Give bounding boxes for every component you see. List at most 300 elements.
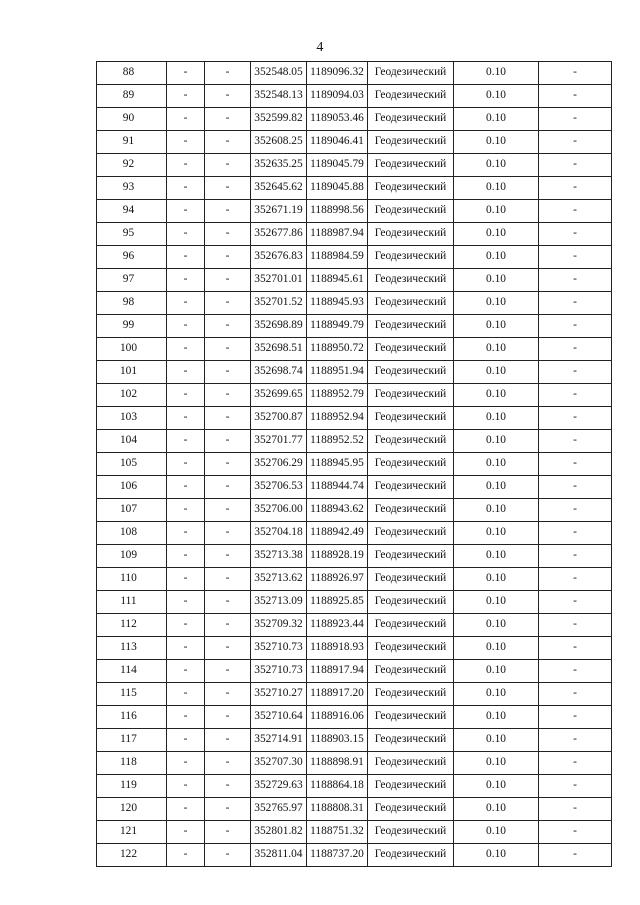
x-coordinate-cell: 352706.00	[251, 499, 307, 522]
table-row	[97, 338, 612, 361]
method-cell: Геодезический	[368, 62, 454, 85]
description-cell: -	[539, 269, 612, 292]
old-y-cell: -	[205, 223, 251, 246]
method-cell: Геодезический	[368, 246, 454, 269]
description-cell: -	[539, 430, 612, 453]
point-number-cell: 110	[97, 568, 167, 591]
method-cell: Геодезический	[368, 752, 454, 775]
point-number-cell: 97	[97, 269, 167, 292]
accuracy-cell: 0.10	[454, 131, 539, 154]
old-x-cell: -	[167, 522, 205, 545]
x-coordinate-cell: 352700.87	[251, 407, 307, 430]
coordinates-table	[96, 61, 612, 867]
point-number-cell: 101	[97, 361, 167, 384]
y-coordinate-cell: 1188751.32	[307, 821, 368, 844]
description-cell: -	[539, 292, 612, 315]
accuracy-cell: 0.10	[454, 453, 539, 476]
table-row	[97, 62, 612, 85]
method-cell: Геодезический	[368, 223, 454, 246]
point-number-cell: 107	[97, 499, 167, 522]
method-cell: Геодезический	[368, 706, 454, 729]
point-number-cell: 103	[97, 407, 167, 430]
x-coordinate-cell: 352713.62	[251, 568, 307, 591]
old-x-cell: -	[167, 706, 205, 729]
old-y-cell: -	[205, 798, 251, 821]
table-row	[97, 522, 612, 545]
accuracy-cell: 0.10	[454, 752, 539, 775]
method-cell: Геодезический	[368, 729, 454, 752]
table-row	[97, 545, 612, 568]
y-coordinate-cell: 1188928.19	[307, 545, 368, 568]
y-coordinate-cell: 1188737.20	[307, 844, 368, 867]
x-coordinate-cell: 352709.32	[251, 614, 307, 637]
description-cell: -	[539, 821, 612, 844]
accuracy-cell: 0.10	[454, 315, 539, 338]
point-number-cell: 102	[97, 384, 167, 407]
description-cell: -	[539, 177, 612, 200]
y-coordinate-cell: 1188903.15	[307, 729, 368, 752]
x-coordinate-cell: 352706.29	[251, 453, 307, 476]
table-row	[97, 752, 612, 775]
y-coordinate-cell: 1188984.59	[307, 246, 368, 269]
table-row	[97, 131, 612, 154]
description-cell: -	[539, 62, 612, 85]
old-y-cell: -	[205, 775, 251, 798]
accuracy-cell: 0.10	[454, 591, 539, 614]
y-coordinate-cell: 1188917.94	[307, 660, 368, 683]
old-x-cell: -	[167, 752, 205, 775]
page-number: 4	[316, 40, 324, 55]
table-row	[97, 384, 612, 407]
table-row	[97, 269, 612, 292]
y-coordinate-cell: 1188952.94	[307, 407, 368, 430]
method-cell: Геодезический	[368, 177, 454, 200]
y-coordinate-cell: 1188998.56	[307, 200, 368, 223]
table-row	[97, 729, 612, 752]
old-y-cell: -	[205, 269, 251, 292]
y-coordinate-cell: 1188864.18	[307, 775, 368, 798]
x-coordinate-cell: 352548.05	[251, 62, 307, 85]
x-coordinate-cell: 352706.53	[251, 476, 307, 499]
table-row	[97, 430, 612, 453]
old-x-cell: -	[167, 637, 205, 660]
x-coordinate-cell: 352645.62	[251, 177, 307, 200]
x-coordinate-cell: 352710.64	[251, 706, 307, 729]
old-x-cell: -	[167, 683, 205, 706]
old-x-cell: -	[167, 729, 205, 752]
method-cell: Геодезический	[368, 315, 454, 338]
table-row	[97, 844, 612, 867]
y-coordinate-cell: 1188926.97	[307, 568, 368, 591]
point-number-cell: 104	[97, 430, 167, 453]
old-x-cell: -	[167, 269, 205, 292]
point-number-cell: 120	[97, 798, 167, 821]
accuracy-cell: 0.10	[454, 200, 539, 223]
old-x-cell: -	[167, 315, 205, 338]
old-x-cell: -	[167, 131, 205, 154]
coordinates-table-body	[97, 62, 612, 867]
table-row	[97, 108, 612, 131]
old-x-cell: -	[167, 384, 205, 407]
table-row	[97, 200, 612, 223]
point-number-cell: 115	[97, 683, 167, 706]
point-number-cell: 109	[97, 545, 167, 568]
point-number-cell: 100	[97, 338, 167, 361]
method-cell: Геодезический	[368, 361, 454, 384]
old-y-cell: -	[205, 200, 251, 223]
accuracy-cell: 0.10	[454, 522, 539, 545]
description-cell: -	[539, 775, 612, 798]
accuracy-cell: 0.10	[454, 844, 539, 867]
method-cell: Геодезический	[368, 844, 454, 867]
old-x-cell: -	[167, 361, 205, 384]
x-coordinate-cell: 352677.86	[251, 223, 307, 246]
description-cell: -	[539, 315, 612, 338]
old-y-cell: -	[205, 499, 251, 522]
point-number-cell: 105	[97, 453, 167, 476]
x-coordinate-cell: 352698.89	[251, 315, 307, 338]
accuracy-cell: 0.10	[454, 338, 539, 361]
point-number-cell: 112	[97, 614, 167, 637]
description-cell: -	[539, 729, 612, 752]
x-coordinate-cell: 352713.38	[251, 545, 307, 568]
x-coordinate-cell: 352710.73	[251, 660, 307, 683]
method-cell: Геодезический	[368, 545, 454, 568]
description-cell: -	[539, 522, 612, 545]
point-number-cell: 98	[97, 292, 167, 315]
old-x-cell: -	[167, 62, 205, 85]
accuracy-cell: 0.10	[454, 637, 539, 660]
y-coordinate-cell: 1188949.79	[307, 315, 368, 338]
method-cell: Геодезический	[368, 568, 454, 591]
accuracy-cell: 0.10	[454, 85, 539, 108]
description-cell: -	[539, 706, 612, 729]
old-x-cell: -	[167, 821, 205, 844]
x-coordinate-cell: 352701.52	[251, 292, 307, 315]
old-y-cell: -	[205, 614, 251, 637]
point-number-cell: 111	[97, 591, 167, 614]
description-cell: -	[539, 660, 612, 683]
method-cell: Геодезический	[368, 85, 454, 108]
old-x-cell: -	[167, 246, 205, 269]
accuracy-cell: 0.10	[454, 407, 539, 430]
accuracy-cell: 0.10	[454, 568, 539, 591]
x-coordinate-cell: 352765.97	[251, 798, 307, 821]
old-x-cell: -	[167, 798, 205, 821]
description-cell: -	[539, 752, 612, 775]
accuracy-cell: 0.10	[454, 246, 539, 269]
method-cell: Геодезический	[368, 591, 454, 614]
point-number-cell: 116	[97, 706, 167, 729]
old-y-cell: -	[205, 729, 251, 752]
table-row	[97, 154, 612, 177]
old-x-cell: -	[167, 844, 205, 867]
method-cell: Геодезический	[368, 683, 454, 706]
description-cell: -	[539, 407, 612, 430]
description-cell: -	[539, 591, 612, 614]
old-y-cell: -	[205, 292, 251, 315]
y-coordinate-cell: 1188944.74	[307, 476, 368, 499]
old-y-cell: -	[205, 315, 251, 338]
y-coordinate-cell: 1188917.20	[307, 683, 368, 706]
y-coordinate-cell: 1189046.41	[307, 131, 368, 154]
table-row	[97, 177, 612, 200]
old-x-cell: -	[167, 338, 205, 361]
accuracy-cell: 0.10	[454, 614, 539, 637]
old-x-cell: -	[167, 591, 205, 614]
point-number-cell: 99	[97, 315, 167, 338]
description-cell: -	[539, 499, 612, 522]
accuracy-cell: 0.10	[454, 476, 539, 499]
accuracy-cell: 0.10	[454, 269, 539, 292]
description-cell: -	[539, 844, 612, 867]
description-cell: -	[539, 453, 612, 476]
y-coordinate-cell: 1188925.85	[307, 591, 368, 614]
old-y-cell: -	[205, 660, 251, 683]
point-number-cell: 92	[97, 154, 167, 177]
x-coordinate-cell: 352676.83	[251, 246, 307, 269]
method-cell: Геодезический	[368, 775, 454, 798]
table-row	[97, 292, 612, 315]
x-coordinate-cell: 352599.82	[251, 108, 307, 131]
point-number-cell: 119	[97, 775, 167, 798]
x-coordinate-cell: 352713.09	[251, 591, 307, 614]
old-y-cell: -	[205, 154, 251, 177]
point-number-cell: 121	[97, 821, 167, 844]
old-x-cell: -	[167, 154, 205, 177]
table-row	[97, 361, 612, 384]
old-y-cell: -	[205, 752, 251, 775]
accuracy-cell: 0.10	[454, 683, 539, 706]
accuracy-cell: 0.10	[454, 62, 539, 85]
old-x-cell: -	[167, 430, 205, 453]
accuracy-cell: 0.10	[454, 499, 539, 522]
point-number-cell: 114	[97, 660, 167, 683]
y-coordinate-cell: 1188952.79	[307, 384, 368, 407]
old-y-cell: -	[205, 591, 251, 614]
y-coordinate-cell: 1188943.62	[307, 499, 368, 522]
description-cell: -	[539, 85, 612, 108]
y-coordinate-cell: 1188898.91	[307, 752, 368, 775]
y-coordinate-cell: 1189053.46	[307, 108, 368, 131]
accuracy-cell: 0.10	[454, 292, 539, 315]
x-coordinate-cell: 352801.82	[251, 821, 307, 844]
point-number-cell: 106	[97, 476, 167, 499]
y-coordinate-cell: 1188952.52	[307, 430, 368, 453]
point-number-cell: 89	[97, 85, 167, 108]
old-y-cell: -	[205, 637, 251, 660]
y-coordinate-cell: 1189045.79	[307, 154, 368, 177]
description-cell: -	[539, 614, 612, 637]
table-row	[97, 637, 612, 660]
method-cell: Геодезический	[368, 430, 454, 453]
description-cell: -	[539, 246, 612, 269]
table-row	[97, 614, 612, 637]
old-y-cell: -	[205, 568, 251, 591]
description-cell: -	[539, 637, 612, 660]
y-coordinate-cell: 1189096.32	[307, 62, 368, 85]
table-row	[97, 660, 612, 683]
method-cell: Геодезический	[368, 522, 454, 545]
x-coordinate-cell: 352704.18	[251, 522, 307, 545]
y-coordinate-cell: 1188987.94	[307, 223, 368, 246]
x-coordinate-cell: 352635.25	[251, 154, 307, 177]
description-cell: -	[539, 223, 612, 246]
y-coordinate-cell: 1188951.94	[307, 361, 368, 384]
y-coordinate-cell: 1189045.88	[307, 177, 368, 200]
description-cell: -	[539, 154, 612, 177]
point-number-cell: 90	[97, 108, 167, 131]
method-cell: Геодезический	[368, 637, 454, 660]
old-y-cell: -	[205, 453, 251, 476]
method-cell: Геодезический	[368, 499, 454, 522]
point-number-cell: 96	[97, 246, 167, 269]
old-y-cell: -	[205, 384, 251, 407]
accuracy-cell: 0.10	[454, 223, 539, 246]
table-row	[97, 223, 612, 246]
y-coordinate-cell: 1188945.93	[307, 292, 368, 315]
old-x-cell: -	[167, 660, 205, 683]
description-cell: -	[539, 683, 612, 706]
accuracy-cell: 0.10	[454, 177, 539, 200]
y-coordinate-cell: 1188942.49	[307, 522, 368, 545]
x-coordinate-cell: 352698.74	[251, 361, 307, 384]
y-coordinate-cell: 1188923.44	[307, 614, 368, 637]
y-coordinate-cell: 1188950.72	[307, 338, 368, 361]
old-y-cell: -	[205, 683, 251, 706]
table-row	[97, 821, 612, 844]
old-y-cell: -	[205, 821, 251, 844]
method-cell: Геодезический	[368, 292, 454, 315]
old-x-cell: -	[167, 292, 205, 315]
old-y-cell: -	[205, 430, 251, 453]
old-y-cell: -	[205, 62, 251, 85]
old-y-cell: -	[205, 246, 251, 269]
description-cell: -	[539, 108, 612, 131]
old-x-cell: -	[167, 476, 205, 499]
description-cell: -	[539, 545, 612, 568]
old-x-cell: -	[167, 177, 205, 200]
x-coordinate-cell: 352608.25	[251, 131, 307, 154]
old-y-cell: -	[205, 108, 251, 131]
y-coordinate-cell: 1188918.93	[307, 637, 368, 660]
method-cell: Геодезический	[368, 154, 454, 177]
accuracy-cell: 0.10	[454, 361, 539, 384]
old-x-cell: -	[167, 614, 205, 637]
method-cell: Геодезический	[368, 453, 454, 476]
x-coordinate-cell: 352729.63	[251, 775, 307, 798]
old-x-cell: -	[167, 407, 205, 430]
old-y-cell: -	[205, 177, 251, 200]
point-number-cell: 93	[97, 177, 167, 200]
old-y-cell: -	[205, 706, 251, 729]
old-x-cell: -	[167, 499, 205, 522]
description-cell: -	[539, 384, 612, 407]
accuracy-cell: 0.10	[454, 775, 539, 798]
x-coordinate-cell: 352707.30	[251, 752, 307, 775]
point-number-cell: 88	[97, 62, 167, 85]
old-y-cell: -	[205, 85, 251, 108]
method-cell: Геодезический	[368, 338, 454, 361]
point-number-cell: 91	[97, 131, 167, 154]
description-cell: -	[539, 338, 612, 361]
accuracy-cell: 0.10	[454, 821, 539, 844]
description-cell: -	[539, 131, 612, 154]
method-cell: Геодезический	[368, 200, 454, 223]
method-cell: Геодезический	[368, 384, 454, 407]
point-number-cell: 118	[97, 752, 167, 775]
old-x-cell: -	[167, 200, 205, 223]
description-cell: -	[539, 200, 612, 223]
accuracy-cell: 0.10	[454, 430, 539, 453]
method-cell: Геодезический	[368, 108, 454, 131]
table-row	[97, 476, 612, 499]
x-coordinate-cell: 352701.01	[251, 269, 307, 292]
table-row	[97, 683, 612, 706]
y-coordinate-cell: 1188945.95	[307, 453, 368, 476]
table-row	[97, 453, 612, 476]
old-y-cell: -	[205, 407, 251, 430]
point-number-cell: 122	[97, 844, 167, 867]
old-y-cell: -	[205, 476, 251, 499]
method-cell: Геодезический	[368, 269, 454, 292]
table-row	[97, 499, 612, 522]
point-number-cell: 95	[97, 223, 167, 246]
accuracy-cell: 0.10	[454, 729, 539, 752]
y-coordinate-cell: 1189094.03	[307, 85, 368, 108]
accuracy-cell: 0.10	[454, 154, 539, 177]
method-cell: Геодезический	[368, 660, 454, 683]
x-coordinate-cell: 352671.19	[251, 200, 307, 223]
table-row	[97, 85, 612, 108]
accuracy-cell: 0.10	[454, 108, 539, 131]
x-coordinate-cell: 352714.91	[251, 729, 307, 752]
y-coordinate-cell: 1188916.06	[307, 706, 368, 729]
table-row	[97, 591, 612, 614]
table-row	[97, 315, 612, 338]
method-cell: Геодезический	[368, 798, 454, 821]
method-cell: Геодезический	[368, 476, 454, 499]
old-y-cell: -	[205, 844, 251, 867]
old-y-cell: -	[205, 361, 251, 384]
method-cell: Геодезический	[368, 407, 454, 430]
description-cell: -	[539, 361, 612, 384]
y-coordinate-cell: 1188808.31	[307, 798, 368, 821]
old-y-cell: -	[205, 522, 251, 545]
old-x-cell: -	[167, 775, 205, 798]
description-cell: -	[539, 476, 612, 499]
old-x-cell: -	[167, 453, 205, 476]
old-x-cell: -	[167, 545, 205, 568]
method-cell: Геодезический	[368, 131, 454, 154]
table-row	[97, 706, 612, 729]
accuracy-cell: 0.10	[454, 798, 539, 821]
accuracy-cell: 0.10	[454, 706, 539, 729]
x-coordinate-cell: 352811.04	[251, 844, 307, 867]
description-cell: -	[539, 568, 612, 591]
method-cell: Геодезический	[368, 614, 454, 637]
accuracy-cell: 0.10	[454, 384, 539, 407]
old-x-cell: -	[167, 223, 205, 246]
table-row	[97, 246, 612, 269]
accuracy-cell: 0.10	[454, 660, 539, 683]
method-cell: Геодезический	[368, 821, 454, 844]
table-row	[97, 775, 612, 798]
x-coordinate-cell: 352710.73	[251, 637, 307, 660]
old-y-cell: -	[205, 131, 251, 154]
point-number-cell: 117	[97, 729, 167, 752]
x-coordinate-cell: 352710.27	[251, 683, 307, 706]
